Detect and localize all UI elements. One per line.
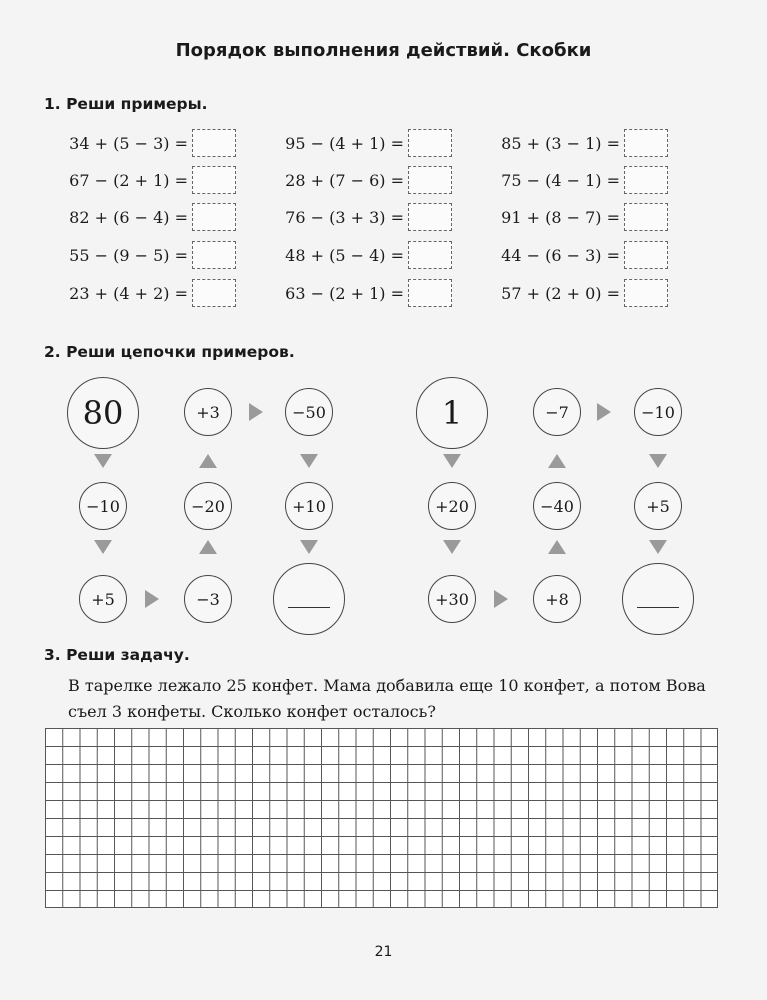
answer-box[interactable] — [624, 129, 668, 157]
answer-box[interactable] — [624, 203, 668, 231]
chain-step-circle: −7 — [533, 388, 581, 436]
answer-box[interactable] — [408, 166, 452, 194]
exercise-expression: 91 + (8 − 7) = — [501, 207, 620, 227]
problem-text: В тарелке лежало 25 конфет. Мама добавила еще 10 конфет, а потом Вова съел 3 конфеты. Сколько конфет осталось? — [68, 676, 706, 721]
exercise-row — [474, 278, 668, 308]
chain-step-circle: −40 — [533, 482, 581, 530]
answer-box[interactable] — [408, 203, 452, 231]
chain-start-circle: 1 — [416, 377, 488, 449]
answer-blank — [637, 607, 679, 608]
exercise-expression: 57 + (2 + 0) = — [501, 283, 620, 303]
chain-step-circle: +3 — [184, 388, 232, 436]
answer-box[interactable] — [192, 129, 236, 157]
answer-grid[interactable] — [45, 728, 718, 908]
exercise-row — [42, 128, 236, 158]
exercise-expression: 55 − (9 − 5) = — [69, 245, 188, 265]
arrow-down-icon — [443, 540, 461, 554]
exercise-expression: 85 + (3 − 1) = — [501, 133, 620, 153]
arrow-right-icon — [597, 403, 611, 421]
exercise-row — [474, 165, 668, 195]
exercise-row — [42, 202, 236, 232]
chain-step-circle: −10 — [634, 388, 682, 436]
answer-blank — [288, 607, 330, 608]
exercise-row — [474, 202, 668, 232]
exercise-row — [258, 240, 452, 270]
arrow-down-icon — [443, 454, 461, 468]
arrow-down-icon — [649, 454, 667, 468]
exercise-expression: 75 − (4 − 1) = — [501, 170, 620, 190]
exercise-expression: 67 − (2 + 1) = — [69, 170, 188, 190]
exercise-row — [42, 240, 236, 270]
arrow-up-icon — [199, 540, 217, 554]
exercise-expression: 28 + (7 − 6) = — [285, 170, 404, 190]
exercise-row — [42, 165, 236, 195]
arrow-up-icon — [548, 540, 566, 554]
exercise-row — [258, 165, 452, 195]
chain-step-circle: −3 — [184, 575, 232, 623]
answer-box[interactable] — [408, 129, 452, 157]
answer-box[interactable] — [192, 166, 236, 194]
exercise-row — [258, 202, 452, 232]
exercise-row — [474, 128, 668, 158]
chain-step-circle: +8 — [533, 575, 581, 623]
answer-box[interactable] — [408, 279, 452, 307]
page-title: Порядок выполнения действий. Скобки — [175, 40, 592, 61]
chain-result-circle[interactable] — [622, 563, 694, 635]
arrow-right-icon — [249, 403, 263, 421]
task2-heading: 2. Реши цепочки примеров. — [44, 343, 295, 361]
exercise-row — [474, 240, 668, 270]
answer-box[interactable] — [408, 241, 452, 269]
arrow-right-icon — [494, 590, 508, 608]
arrow-right-icon — [145, 590, 159, 608]
chain-step-circle: +5 — [634, 482, 682, 530]
exercise-expression: 44 − (6 − 3) = — [501, 245, 620, 265]
answer-box[interactable] — [624, 241, 668, 269]
answer-box[interactable] — [192, 279, 236, 307]
exercise-expression: 23 + (4 + 2) = — [69, 283, 188, 303]
arrow-down-icon — [94, 540, 112, 554]
chain-step-circle: +5 — [79, 575, 127, 623]
arrow-down-icon — [94, 454, 112, 468]
chain-result-circle[interactable] — [273, 563, 345, 635]
arrow-down-icon — [649, 540, 667, 554]
answer-box[interactable] — [624, 279, 668, 307]
answer-box[interactable] — [624, 166, 668, 194]
exercise-expression: 95 − (4 + 1) = — [285, 133, 404, 153]
arrow-up-icon — [199, 454, 217, 468]
task1-heading: 1. Реши примеры. — [44, 95, 208, 113]
chain-step-circle: −50 — [285, 388, 333, 436]
arrow-up-icon — [548, 454, 566, 468]
chain-step-circle: +10 — [285, 482, 333, 530]
chain-step-circle: −10 — [79, 482, 127, 530]
exercise-expression: 48 + (5 − 4) = — [285, 245, 404, 265]
answer-box[interactable] — [192, 241, 236, 269]
chain-start-circle: 80 — [67, 377, 139, 449]
chain-step-circle: +30 — [428, 575, 476, 623]
exercise-expression: 34 + (5 − 3) = — [69, 133, 188, 153]
exercise-expression: 82 + (6 − 4) = — [69, 207, 188, 227]
exercise-row — [42, 278, 236, 308]
answer-box[interactable] — [192, 203, 236, 231]
chain-step-circle: −20 — [184, 482, 232, 530]
page-number: 21 — [374, 944, 393, 960]
chain-step-circle: +20 — [428, 482, 476, 530]
arrow-down-icon — [300, 540, 318, 554]
task3-heading: 3. Реши задачу. — [44, 646, 190, 664]
exercise-row — [258, 278, 452, 308]
exercise-expression: 76 − (3 + 3) = — [285, 207, 404, 227]
exercise-row — [258, 128, 452, 158]
arrow-down-icon — [300, 454, 318, 468]
exercise-expression: 63 − (2 + 1) = — [285, 283, 404, 303]
